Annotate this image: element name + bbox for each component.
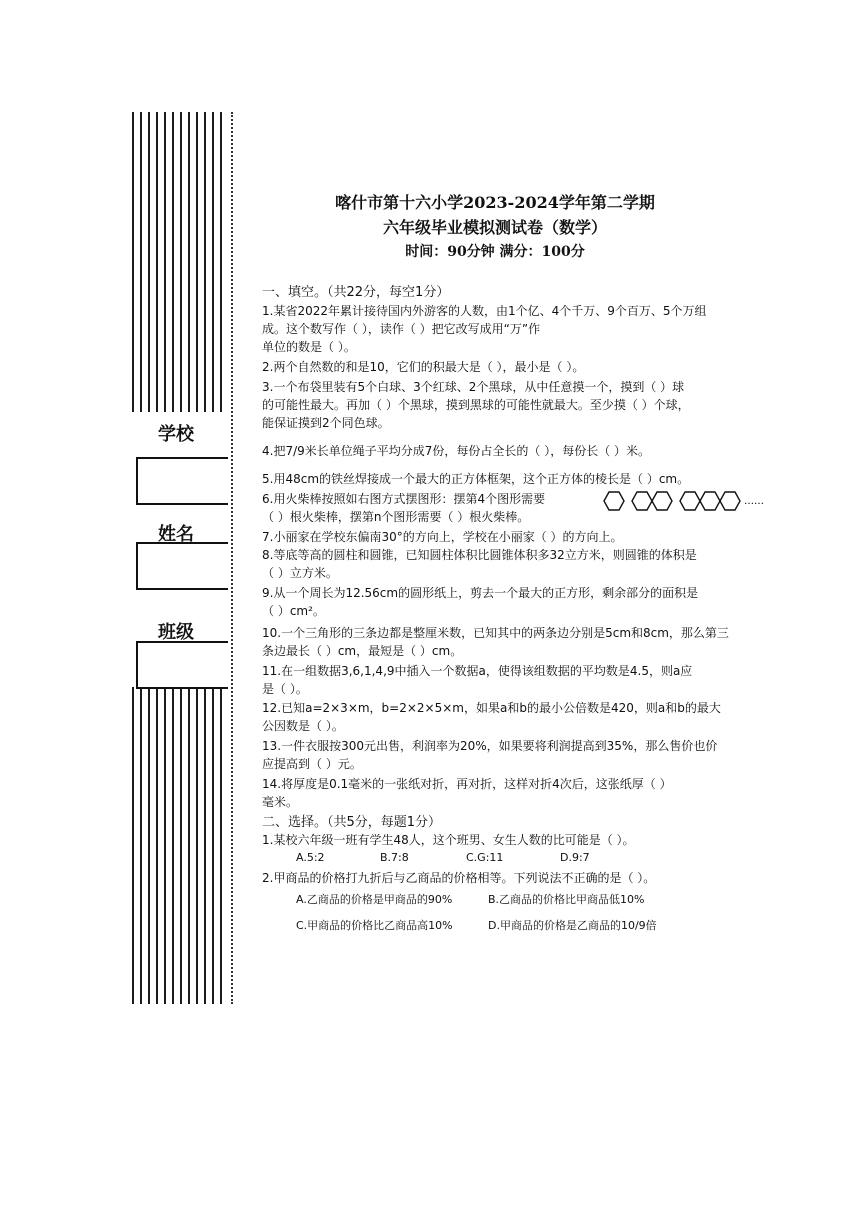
ellipsis-text: …… <box>744 496 764 507</box>
question-line: 8.等底等高的圆柱和圆锥，已知圆柱体积比圆锥体积多32立方米，则圆锥的体积是 <box>262 548 697 562</box>
exam-info: 时间：90分钟 满分：100分 <box>405 244 585 260</box>
choice-option: A.5:2 <box>296 851 325 864</box>
question-line: 9.从一个周长为12.56cm的圆形纸上，剪去一个最大的正方形，剩余部分的面积是 <box>262 586 699 600</box>
hexagon-pattern-figure <box>598 488 764 514</box>
question-line: 2.甲商品的价格打九折后与乙商品的价格相等。下列说法不正确的是（ ）。 <box>262 871 656 885</box>
question-line: 12.已知a=2×3×m，b=2×2×5×m，如果a和b的最小公倍数是420，则a和b的最大 <box>262 701 721 715</box>
binding-lines-top <box>128 112 228 412</box>
choice-option: C.甲商品的价格比乙商品高10% <box>296 919 453 932</box>
question-line: （ ）根火柴棒，摆第n个图形需要（ ）根火柴棒。 <box>262 510 530 524</box>
question-line: 的可能性最大。再加（ ）个黑球，摸到黑球的可能性就最大。至少摸（ ）个球， <box>262 398 690 412</box>
question-line: 成。这个数写作（ ），读作（ ）把它改写成用“万”作 <box>262 322 541 336</box>
choice-option: B.乙商品的价格比甲商品低10% <box>488 893 645 906</box>
school-field[interactable] <box>136 457 228 505</box>
choice-option: A.乙商品的价格是甲商品的90% <box>296 893 453 906</box>
choice-option: D.甲商品的价格是乙商品的10/9倍 <box>488 919 657 932</box>
question-line: 应提高到（ ）元。 <box>262 757 362 771</box>
exam-title: 喀什市第十六小学2023-2024学年第二学期 <box>335 193 655 212</box>
exam-subtitle: 六年级毕业模拟测试卷（数学） <box>382 218 607 237</box>
question-line: 10.一个三角形的三条边都是整厘米数，已知其中的两条边分别是5cm和8cm，那么第三 <box>262 626 729 640</box>
question-line: 4.把7/9米长单位绳子平均分成7份，每份占全长的（ ），每份长（ ）米。 <box>262 444 651 458</box>
cut-line <box>231 112 233 1004</box>
binding-lines-bottom <box>128 687 228 1004</box>
choice-option: B.7:8 <box>380 851 409 864</box>
question-line: 3.一个布袋里装有5个白球、3个红球、2个黑球，从中任意摸一个，摸到（ ）球 <box>262 380 685 394</box>
question-line: 单位的数是（ ）。 <box>262 340 356 354</box>
question-line: 是（ ）。 <box>262 682 308 696</box>
question-line: 2.两个自然数的和是10，它们的积最大是（ ），最小是（ ）。 <box>262 360 585 374</box>
question-line: 11.在一组数据3,6,1,4,9中插入一个数据a，使得该组数据的平均数是4.5，则a应 <box>262 664 693 678</box>
question-line: 5.用48cm的铁丝焊接成一个最大的正方体框架，这个正方体的棱长是（ ）cm。 <box>262 472 690 486</box>
question-line: 7.小丽家在学校东偏南30°的方向上，学校在小丽家（ ）的方向上。 <box>262 530 623 544</box>
question-line: （ ）立方米。 <box>262 566 338 580</box>
section-multiple-choice: 二、选择。（共5分，每题1分） <box>262 815 442 830</box>
question-line: 1.某校六年级一班有学生48人，这个班男、女生人数的比可能是（ ）。 <box>262 833 635 847</box>
name-label: 姓名 <box>158 524 194 545</box>
choice-option: D.9:7 <box>560 851 590 864</box>
question-line: 13.一件衣服按300元出售，利润率为20%，如果要将利润提高到35%，那么售价也价 <box>262 739 718 753</box>
section-fill-blank: 一、填空。（共22分，每空1分） <box>262 285 450 300</box>
binding-margin <box>128 112 240 1004</box>
choice-option: C.G:11 <box>466 851 504 864</box>
question-line: 1.某省2022年累计接待国内外游客的人数，由1个亿、4个千万、9个百万、5个万组 <box>262 304 707 318</box>
question-line: （ ）cm²。 <box>262 604 325 618</box>
question-line: 公因数是（ ）。 <box>262 719 344 733</box>
name-field[interactable] <box>136 542 228 590</box>
class-field[interactable] <box>136 641 228 689</box>
question-line: 能保证摸到2个同色球。 <box>262 416 390 430</box>
class-label: 班级 <box>158 622 194 643</box>
question-line: 毫米。 <box>262 795 299 809</box>
question-line: 条边最长（ ）cm，最短是（ ）cm。 <box>262 644 463 658</box>
question-line: 6.用火柴棒按照如右图方式摆图形：摆第4个图形需要 <box>262 492 546 506</box>
school-label: 学校 <box>158 424 194 445</box>
question-line: 14.将厚度是0.1毫米的一张纸对折，再对折，这样对折4次后，这张纸厚（ ） <box>262 777 672 791</box>
